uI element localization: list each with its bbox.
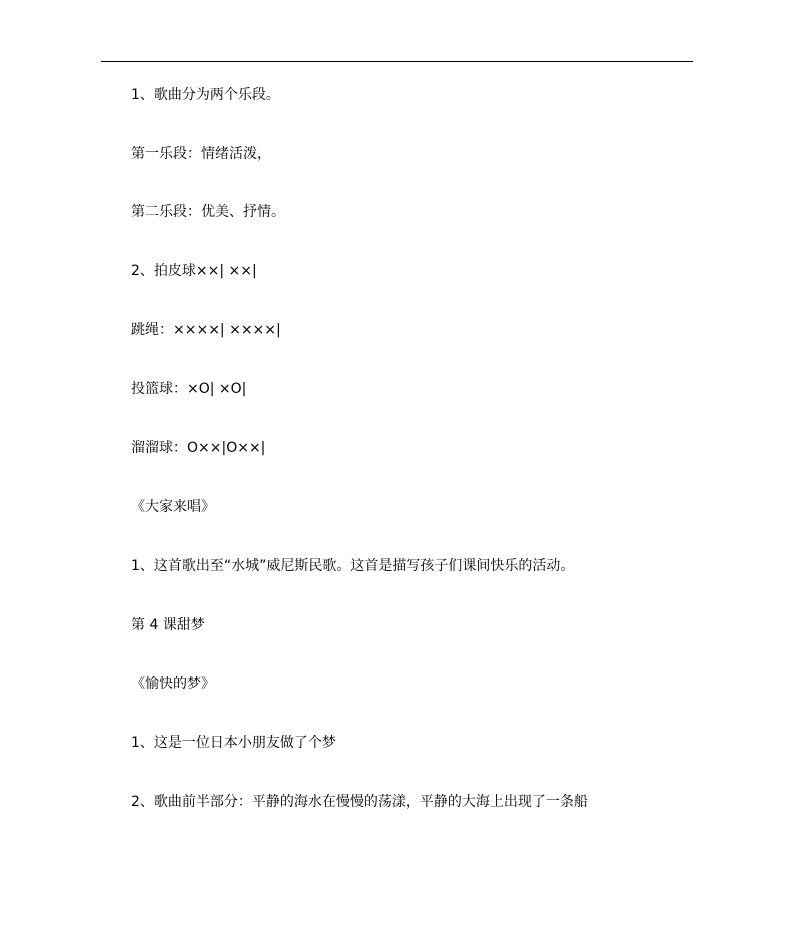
text-line: 1、这首歌出至“水城”威尼斯民歌。这首是描写孩子们课间快乐的活动。 [131, 558, 575, 574]
text-line: 投篮球：×O| ×O| [131, 381, 247, 397]
section-title: 《愉快的梦》 [131, 676, 215, 692]
lesson-title: 第 4 课甜梦 [131, 617, 205, 633]
text-line: 2、歌曲前半部分：平静的海水在慢慢的荡漾，平静的大海上出现了一条船 [131, 794, 588, 810]
text-line: 1、这是一位日本小朋友做了个梦 [131, 735, 336, 751]
header-rule [101, 61, 693, 62]
text-line: 1、歌曲分为两个乐段。 [131, 87, 280, 103]
text-line: 2、拍皮球××| ××| [131, 263, 257, 279]
text-line: 溜溜球：O××|O××| [131, 440, 266, 456]
text-line: 跳绳：××××| ××××| [131, 322, 281, 338]
section-title: 《大家来唱》 [131, 499, 215, 515]
text-line: 第二乐段：优美、抒情。 [131, 204, 285, 220]
text-line: 第一乐段：情绪活泼， [131, 146, 271, 162]
